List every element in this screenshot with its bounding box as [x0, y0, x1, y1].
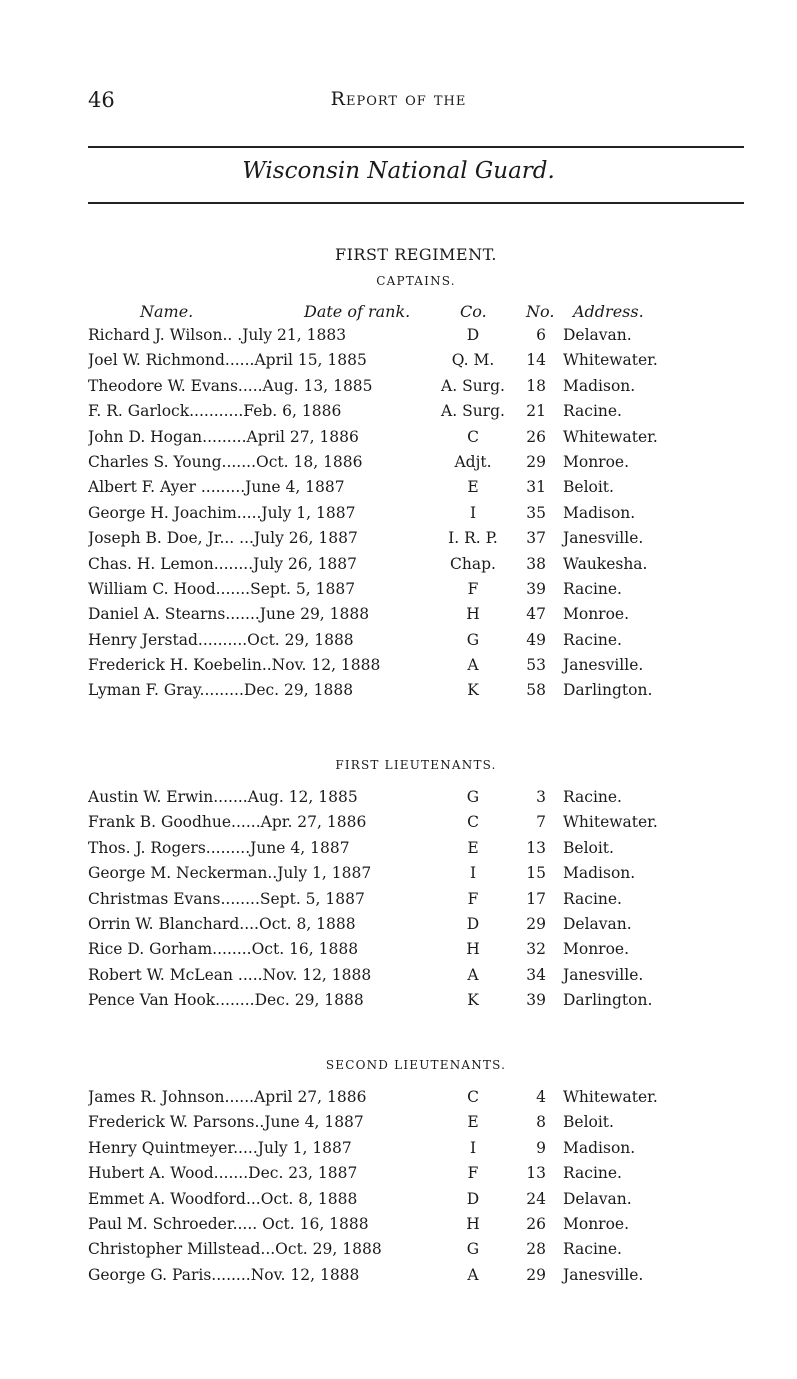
officer-row — [88, 888, 744, 913]
officer-number: 53 — [526, 656, 546, 675]
officer-row — [88, 375, 744, 400]
officer-row — [88, 1188, 744, 1213]
officer-number: 58 — [526, 681, 546, 700]
officer-company: D — [466, 1189, 480, 1208]
officer-name-date: Frank B. Goodhue......Apr. 27, 1886 — [88, 813, 367, 832]
officer-row — [88, 1137, 744, 1162]
officer-company: I — [469, 503, 477, 522]
officer-row — [88, 603, 744, 628]
officer-company: A. Surg. — [441, 376, 505, 395]
officer-number: 32 — [526, 940, 546, 959]
officer-row — [88, 913, 744, 938]
officer-address: Madison. — [563, 376, 636, 395]
officer-row — [88, 1213, 744, 1238]
officer-number: 39 — [526, 991, 546, 1010]
officer-company: A — [467, 1265, 479, 1284]
officer-address: Beloit. — [563, 478, 614, 497]
column-head-co: Co. — [460, 302, 487, 321]
officer-address: Racine. — [563, 630, 622, 649]
officer-row — [88, 1162, 744, 1187]
officer-row — [88, 553, 744, 578]
officer-company: F — [467, 579, 479, 598]
officer-address: Monroe. — [563, 605, 630, 624]
officer-company: C — [467, 813, 479, 832]
officer-name-date: Henry Jerstad..........Oct. 29, 1888 — [88, 630, 354, 649]
officer-name-date: William C. Hood.......Sept. 5, 1887 — [88, 579, 356, 598]
officer-address: Darlington. — [563, 681, 653, 700]
officer-company: A — [467, 656, 479, 675]
officer-number: 34 — [526, 965, 546, 984]
officer-company: D — [466, 914, 480, 933]
officer-company: A — [467, 965, 479, 984]
officer-name-date: Albert F. Ayer .........June 4, 1887 — [88, 478, 345, 497]
second-lieutenants-section — [88, 1058, 744, 1289]
officer-number: 13 — [526, 1164, 546, 1183]
officer-number: 28 — [526, 1240, 546, 1259]
officer-company: I — [469, 864, 477, 883]
officer-row — [88, 400, 744, 425]
officer-name-date: Thos. J. Rogers.........June 4, 1887 — [88, 838, 350, 857]
officer-company: D — [466, 326, 480, 344]
officer-address: Racine. — [563, 788, 622, 806]
officer-row — [88, 1238, 744, 1263]
officer-address: Janesville. — [563, 1265, 644, 1284]
officer-name-date: Christopher Millstead...Oct. 29, 1888 — [88, 1240, 382, 1259]
officer-address: Waukesha. — [563, 554, 648, 573]
officer-address: Janesville. — [563, 656, 644, 675]
officer-number: 8 — [536, 1113, 546, 1132]
officer-name-date: Theodore W. Evans.....Aug. 13, 1885 — [88, 376, 373, 395]
officer-number: 14 — [526, 351, 546, 370]
officer-row — [88, 476, 744, 501]
officer-company: H — [466, 940, 480, 959]
column-head-no: No. — [526, 302, 555, 321]
officer-company: G — [466, 788, 480, 806]
officer-name-date: Paul M. Schroeder..... Oct. 16, 1888 — [88, 1214, 369, 1233]
regiment-section — [88, 245, 744, 705]
officer-row — [88, 451, 744, 476]
officer-name-date: Lyman F. Gray.........Dec. 29, 1888 — [88, 681, 354, 700]
officer-row — [88, 1111, 744, 1136]
officer-address: Janesville. — [563, 965, 644, 984]
regiment-title: FIRST REGIMENT. — [335, 245, 497, 264]
officer-address: Beloit. — [563, 1113, 614, 1132]
column-head-address: Address. — [573, 302, 644, 321]
officer-name-date: Chas. H. Lemon........July 26, 1887 — [88, 554, 358, 573]
officer-name-date: Robert W. McLean .....Nov. 12, 1888 — [88, 965, 372, 984]
page-number: 46 — [88, 88, 115, 112]
officer-name-date: Emmet A. Woodford...Oct. 8, 1888 — [88, 1189, 358, 1208]
officer-company: C — [467, 427, 479, 446]
officer-row — [88, 324, 744, 349]
officer-number: 37 — [526, 529, 546, 548]
officer-row — [88, 527, 744, 552]
officer-number: 38 — [526, 554, 546, 573]
first-lieutenants-section — [88, 758, 744, 1015]
officer-number: 4 — [536, 1088, 546, 1106]
officer-number: 31 — [526, 478, 546, 497]
officer-row — [88, 502, 744, 527]
officer-number: 47 — [526, 605, 546, 624]
officer-name-date: Orrin W. Blanchard....Oct. 8, 1888 — [88, 914, 356, 933]
officer-name-date: F. R. Garlock...........Feb. 6, 1886 — [88, 402, 342, 421]
officer-name-date: Frederick W. Parsons..June 4, 1887 — [88, 1113, 364, 1132]
officer-company: C — [467, 1088, 479, 1106]
officer-name-date: Christmas Evans........Sept. 5, 1887 — [88, 889, 365, 908]
officer-row — [88, 811, 744, 836]
officer-address: Racine. — [563, 402, 622, 421]
second-lieutenants-list — [88, 1086, 744, 1289]
officer-address: Monroe. — [563, 452, 630, 471]
officer-row — [88, 786, 744, 811]
officer-address: Racine. — [563, 1240, 622, 1259]
officer-address: Whitewater. — [563, 351, 658, 370]
officer-address: Madison. — [563, 1138, 636, 1157]
officer-address: Whitewater. — [563, 427, 658, 446]
officer-row — [88, 862, 744, 887]
officer-number: 39 — [526, 579, 546, 598]
officer-row — [88, 629, 744, 654]
bottom-rule — [88, 202, 744, 204]
officer-name-date: George H. Joachim.....July 1, 1887 — [88, 503, 356, 522]
officer-company: E — [467, 838, 479, 857]
officer-number: 3 — [536, 788, 546, 806]
officer-company: E — [467, 1113, 479, 1132]
running-title-text: Report of the — [330, 88, 467, 110]
officer-number: 9 — [536, 1138, 546, 1157]
officer-company: I. R. P. — [448, 529, 498, 548]
officer-row — [88, 964, 744, 989]
officer-address: Delavan. — [563, 326, 632, 344]
officer-name-date: Henry Quintmeyer.....July 1, 1887 — [88, 1138, 352, 1157]
officer-name-date: Charles S. Young.......Oct. 18, 1886 — [88, 452, 363, 471]
officer-address: Whitewater. — [563, 1088, 658, 1106]
officer-address: Delavan. — [563, 914, 632, 933]
officer-company: I — [469, 1138, 477, 1157]
officer-address: Madison. — [563, 864, 636, 883]
officer-name-date: George M. Neckerman..July 1, 1887 — [88, 864, 372, 883]
officer-row — [88, 349, 744, 374]
group-title-captains: CAPTAINS. — [376, 274, 456, 288]
officer-number: 15 — [526, 864, 546, 883]
officer-row — [88, 1264, 744, 1289]
officer-row — [88, 654, 744, 679]
captains-list — [88, 324, 744, 705]
officer-number: 13 — [526, 838, 546, 857]
officer-address: Racine. — [563, 579, 622, 598]
officer-company: H — [466, 605, 480, 624]
officer-name-date: Hubert A. Wood.......Dec. 23, 1887 — [88, 1164, 358, 1183]
officer-number: 6 — [536, 326, 546, 344]
officer-company: F — [467, 889, 479, 908]
group-title-first-lieutenants: FIRST LIEUTENANTS. — [335, 758, 497, 772]
group-title-second-lieutenants: SECOND LIEUTENANTS. — [325, 1058, 507, 1072]
officer-company: G — [466, 630, 480, 649]
officer-address: Janesville. — [563, 529, 644, 548]
officer-row — [88, 837, 744, 862]
officer-company: A. Surg. — [441, 402, 505, 421]
officer-number: 21 — [526, 402, 546, 421]
officer-address: Monroe. — [563, 940, 630, 959]
officer-address: Darlington. — [563, 991, 653, 1010]
officer-name-date: Rice D. Gorham........Oct. 16, 1888 — [88, 940, 359, 959]
officer-name-date: John D. Hogan.........April 27, 1886 — [88, 427, 359, 446]
officer-name-date: Austin W. Erwin.......Aug. 12, 1885 — [88, 788, 358, 806]
officer-name-date: Frederick H. Koebelin..Nov. 12, 1888 — [88, 656, 381, 675]
officer-address: Racine. — [563, 889, 622, 908]
officer-company: F — [467, 1164, 479, 1183]
officer-number: 35 — [526, 503, 546, 522]
officer-number: 26 — [526, 1214, 546, 1233]
officer-name-date: James R. Johnson......April 27, 1886 — [88, 1088, 367, 1106]
officer-address: Monroe. — [563, 1214, 630, 1233]
officer-row — [88, 679, 744, 704]
officer-company: K — [467, 991, 479, 1010]
officer-company: Adjt. — [454, 452, 492, 471]
officer-company: E — [467, 478, 479, 497]
officer-name-date: Richard J. Wilson.. .July 21, 1883 — [88, 326, 347, 344]
officer-name-date: George G. Paris........Nov. 12, 1888 — [88, 1265, 360, 1284]
officer-row — [88, 989, 744, 1014]
officer-address: Madison. — [563, 503, 636, 522]
officer-company: G — [466, 1240, 480, 1259]
officer-number: 7 — [536, 813, 546, 832]
officer-number: 18 — [526, 376, 546, 395]
officer-row — [88, 578, 744, 603]
officer-number: 29 — [526, 452, 546, 471]
officer-address: Racine. — [563, 1164, 622, 1183]
officer-address: Whitewater. — [563, 813, 658, 832]
column-headers — [88, 298, 744, 324]
first-lieutenants-list — [88, 786, 744, 1015]
officer-number: 24 — [526, 1189, 546, 1208]
officer-name-date: Joel W. Richmond......April 15, 1885 — [88, 351, 367, 370]
column-head-date: Date of rank. — [304, 302, 411, 321]
column-head-name: Name. — [140, 302, 194, 321]
officer-name-date: Daniel A. Stearns.......June 29, 1888 — [88, 605, 370, 624]
officer-row — [88, 426, 744, 451]
officer-company: K — [467, 681, 479, 700]
officer-name-date: Joseph B. Doe, Jr... ...July 26, 1887 — [88, 529, 358, 548]
officer-name-date: Pence Van Hook........Dec. 29, 1888 — [88, 991, 364, 1010]
officer-company: H — [466, 1214, 480, 1233]
top-rule — [88, 146, 744, 148]
officer-company: Q. M. — [451, 351, 495, 370]
officer-number: 29 — [526, 1265, 546, 1284]
officer-number: 49 — [526, 630, 546, 649]
officer-number: 17 — [526, 889, 546, 908]
running-title — [0, 88, 797, 110]
subtitle: Wisconsin National Guard. — [242, 158, 555, 184]
officer-row — [88, 1086, 744, 1111]
officer-address: Beloit. — [563, 838, 614, 857]
officer-number: 29 — [526, 914, 546, 933]
officer-address: Delavan. — [563, 1189, 632, 1208]
officer-company: Chap. — [450, 554, 496, 573]
officer-number: 26 — [526, 427, 546, 446]
officer-row — [88, 938, 744, 963]
